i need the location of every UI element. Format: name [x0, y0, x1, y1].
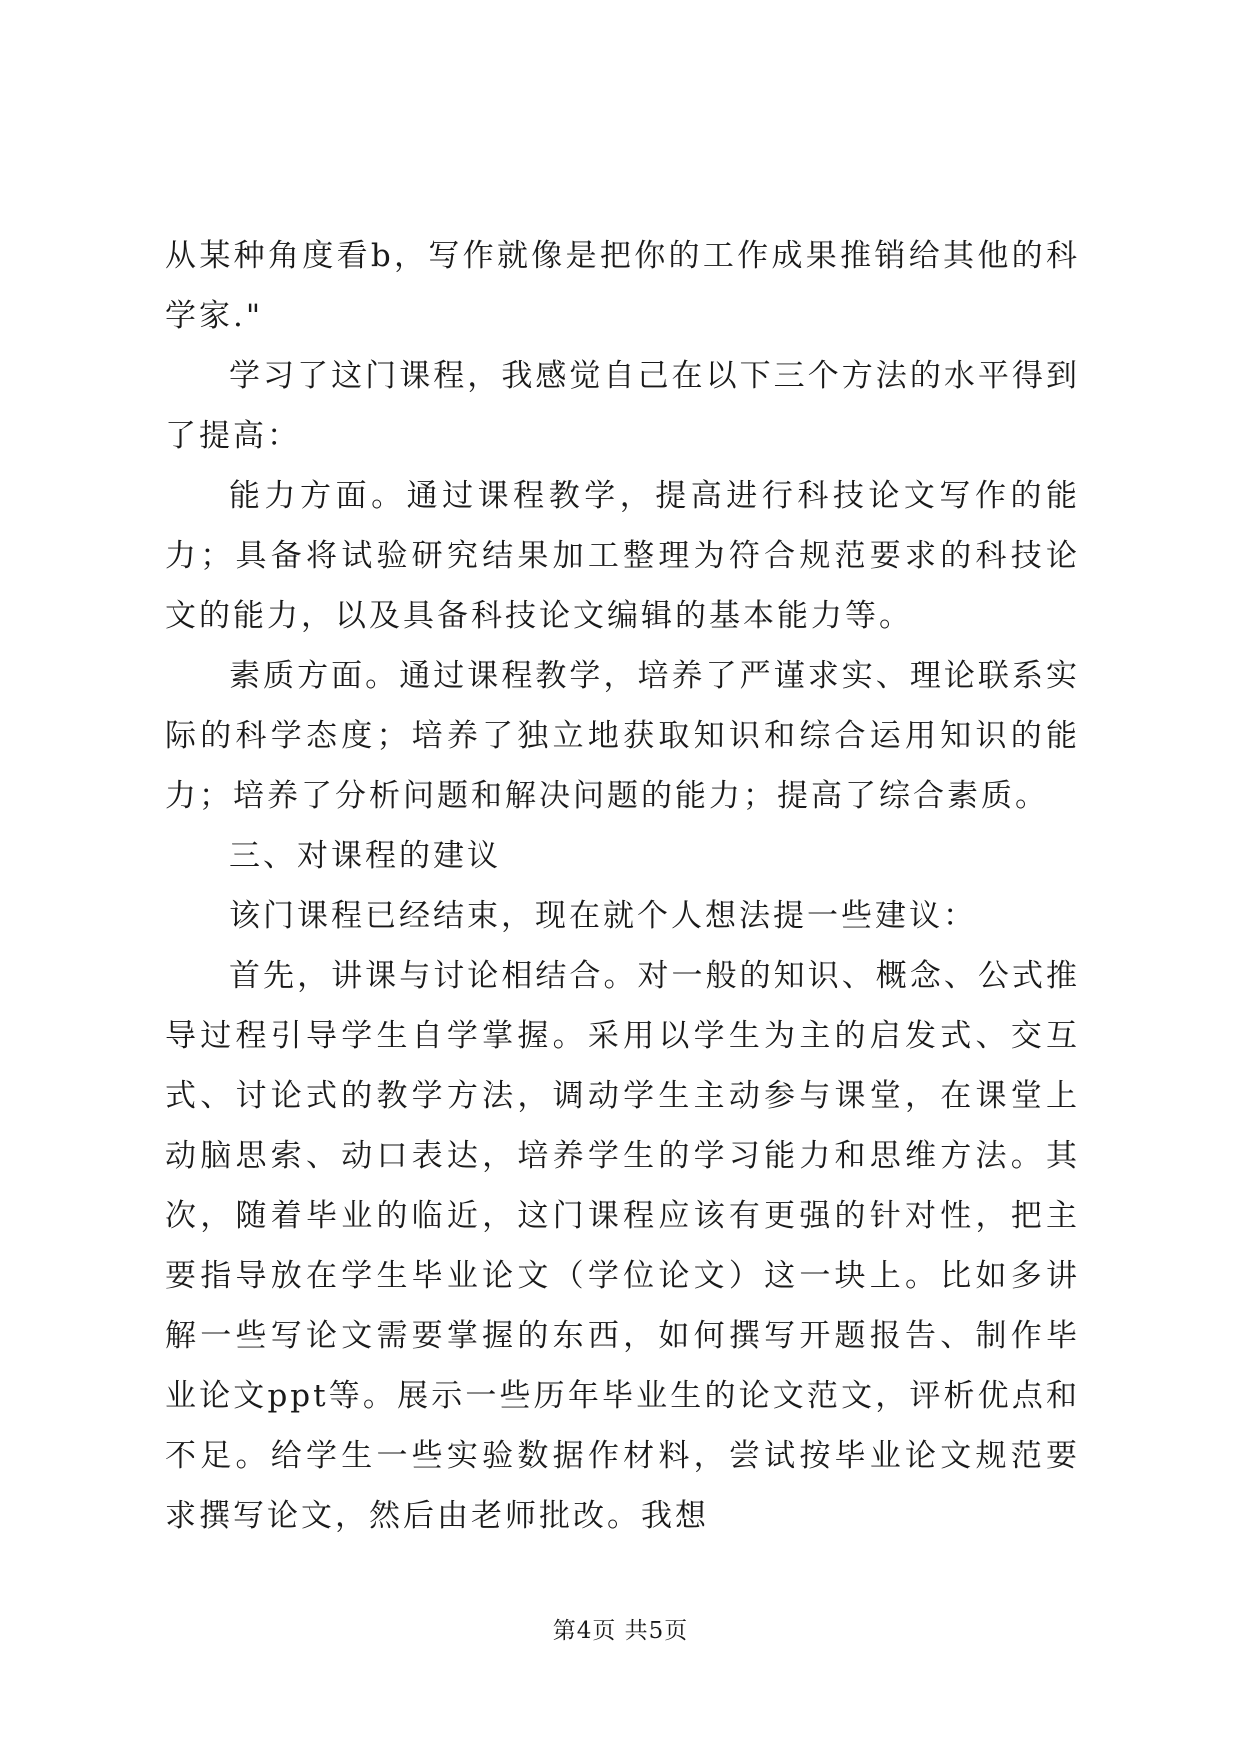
page-footer: 第4页 共5页	[552, 1618, 689, 1644]
paragraph-6: 该门课程已经结束，现在就个人想法提一些建议：	[229, 898, 977, 934]
paragraph-4: 素质方面。通过课程教学，培养了严谨求实、理论联系实际的科学态度；培养了独立地获取知识和综合运用知识的能力；培养了分析问题和解决问题的能力；提高了综合素质。	[165, 658, 1080, 814]
paragraph-1: 从某种角度看b，写作就像是把你的工作成果推销给其他的科学家."	[165, 238, 1080, 334]
paragraph-3: 能力方面。通过课程教学，提高进行科技论文写作的能力；具备将试验研究结果加工整理为符合规范要求的科技论文的能力，以及具备科技论文编辑的基本能力等。	[165, 478, 1080, 634]
paragraph-2: 学习了这门课程，我感觉自己在以下三个方法的水平得到了提高：	[165, 358, 1080, 454]
paragraph-7: 首先，讲课与讨论相结合。对一般的知识、概念、公式推导过程引导学生自学掌握。采用以学生为主的启发式、交互式、讨论式的教学方法，调动学生主动参与课堂，在课堂上动脑思索、动口表达，培养学生的学习能力和思维方法。其次，随着毕业的临近，这门课程应该有更强的针对性，把主要指导放在学生毕业论文（学位论文）这一块上。比如多讲解一些写论文需要掌握的东西，如何撰写开题报告、制作毕业论文ppt等。展示一些历年毕业生的论文范文，评析优点和不足。给学生一些实验数据作材料，尝试按毕业论文规范要求撰写论文，然后由老师批改。我想	[165, 958, 1080, 1534]
section-heading: 三、对课程的建议	[229, 838, 501, 874]
document-body	[165, 226, 1080, 1546]
